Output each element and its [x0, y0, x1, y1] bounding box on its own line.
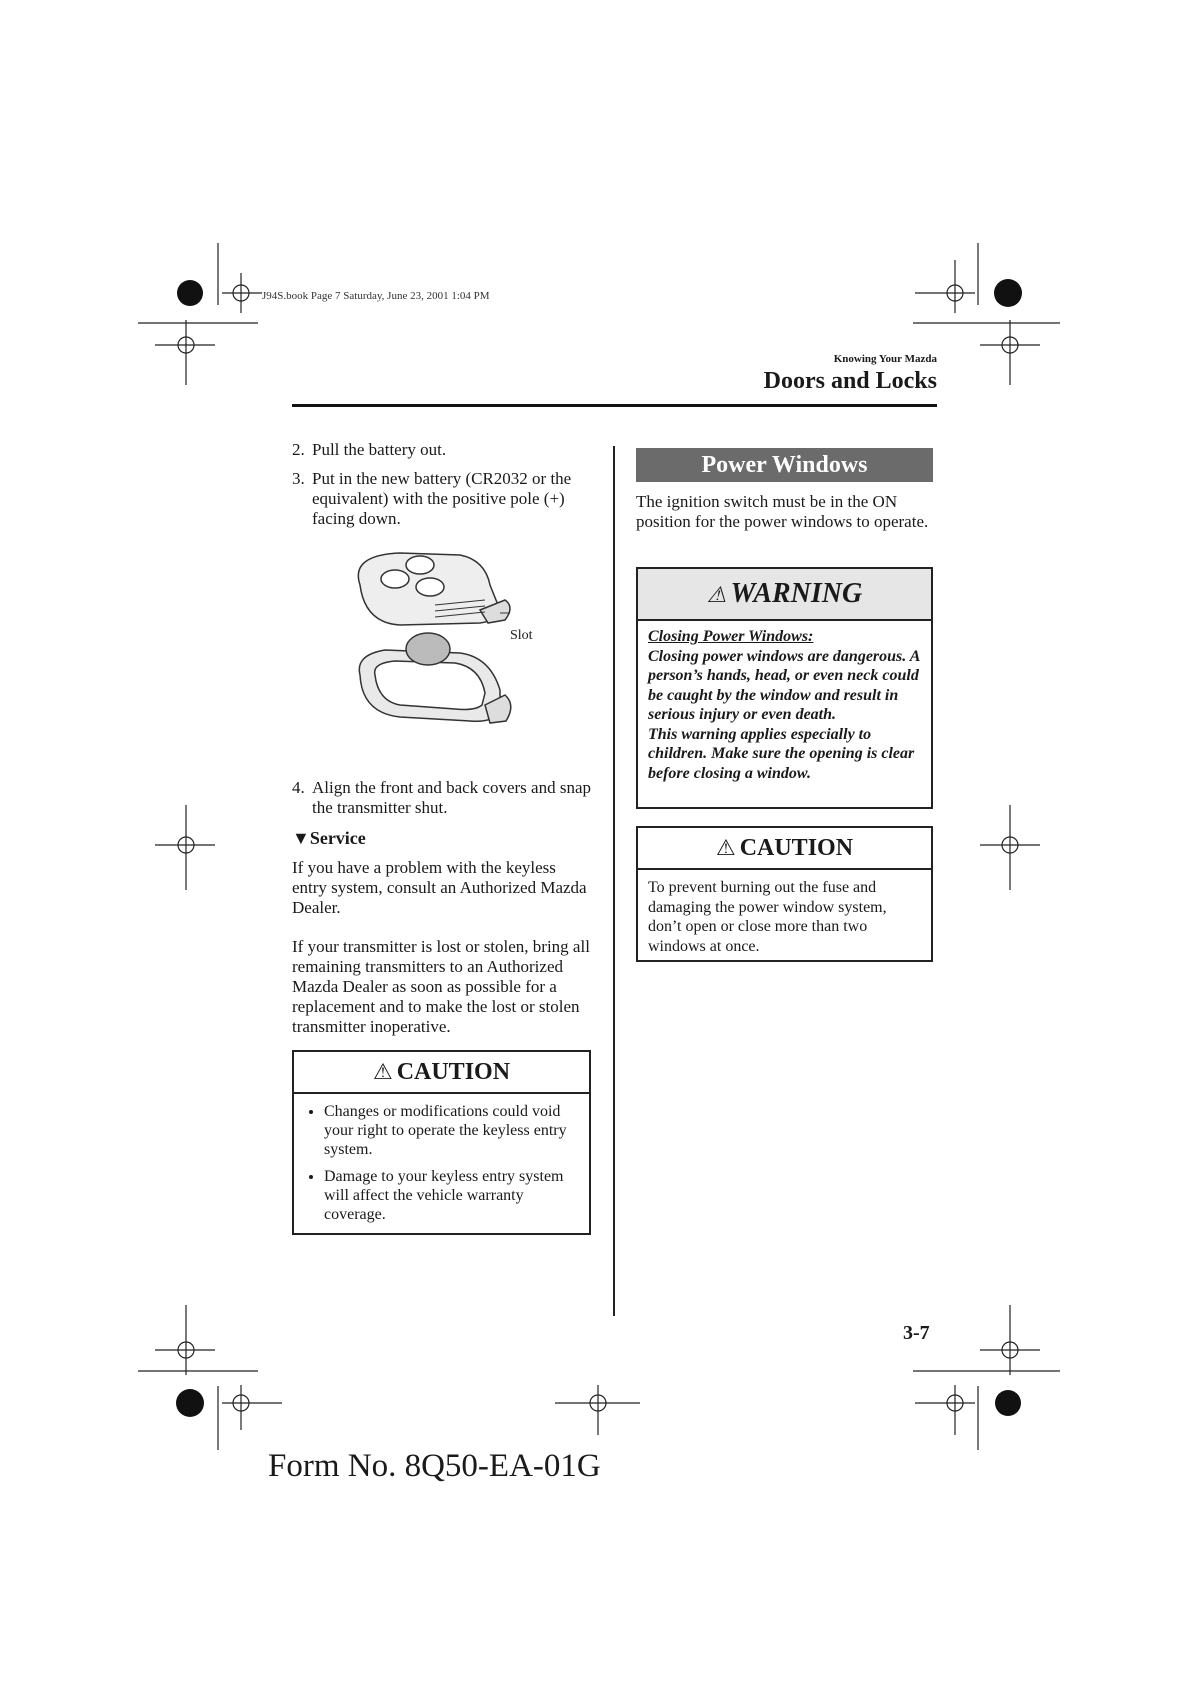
warning-subtitle: Closing Power Windows:	[648, 628, 814, 645]
warning-text: This warning applies especially to children. Make sure the opening is clear before closing a window.	[648, 725, 915, 782]
warning-text: Closing power windows are dangerous. A person’s hands, head, or even neck could be caught by the window and result in serious injury or even death.	[648, 647, 920, 723]
caution-list	[294, 1102, 589, 1224]
slot-label: Slot	[510, 628, 533, 643]
warning-title: ⚠ WARNING	[638, 569, 931, 621]
page-number: 3-7	[903, 1322, 930, 1344]
form-number: Form No. 8Q50-EA-01G	[268, 1448, 601, 1484]
transmitter-illustration	[340, 545, 570, 760]
list-item: • Changes or modifications could void your right to operate the keyless entry system.	[324, 1102, 577, 1159]
print-slug: J94S.book Page 7 Saturday, June 23, 2001 1:04 PM	[262, 290, 490, 302]
list-item: 2. Pull the battery out.	[292, 440, 447, 459]
header-rule	[292, 404, 937, 407]
list-item: • Damage to your keyless entry system will affect the vehicle warranty coverage.	[324, 1167, 577, 1224]
caution-box	[636, 826, 933, 962]
section-header-bar: Power Windows	[636, 448, 933, 482]
warning-box	[636, 567, 933, 809]
page-title: Doors and Locks	[763, 368, 937, 394]
warning-triangle-icon: ⚠	[706, 582, 727, 607]
warning-triangle-icon: ⚠	[715, 835, 736, 860]
service-heading: ▼Service	[292, 828, 366, 848]
caution-title: ⚠ CAUTION	[294, 1052, 589, 1094]
column-divider	[613, 446, 615, 1316]
section-label: Knowing Your Mazda	[833, 353, 937, 365]
caution-box	[292, 1050, 591, 1235]
battery-steps	[292, 440, 592, 538]
warning-triangle-icon: ⚠	[372, 1059, 393, 1084]
list-item: 3. Put in the new battery (CR2032 or the equivalent) with the positive pole (+) facing down.	[292, 469, 572, 528]
service-paragraph: If your transmitter is lost or stolen, bring all remaining transmitters to an Authorized Mazda Dealer as soon as possible for a replacement and to make the lost or stolen transmitter inoperative.	[292, 937, 590, 1036]
intro-paragraph: The ignition switch must be in the ON position for the power windows to operate.	[636, 492, 929, 531]
list-item: 4. Align the front and back covers and snap the transmitter shut.	[292, 778, 591, 817]
caution-text: To prevent burning out the fuse and damaging the power window system, don’t open or close more than two windows at once.	[648, 879, 887, 955]
service-paragraph: If you have a problem with the keyless entry system, consult an Authorized Mazda Dealer.	[292, 858, 587, 917]
caution-title: ⚠ CAUTION	[638, 828, 931, 870]
warning-body	[638, 621, 931, 783]
